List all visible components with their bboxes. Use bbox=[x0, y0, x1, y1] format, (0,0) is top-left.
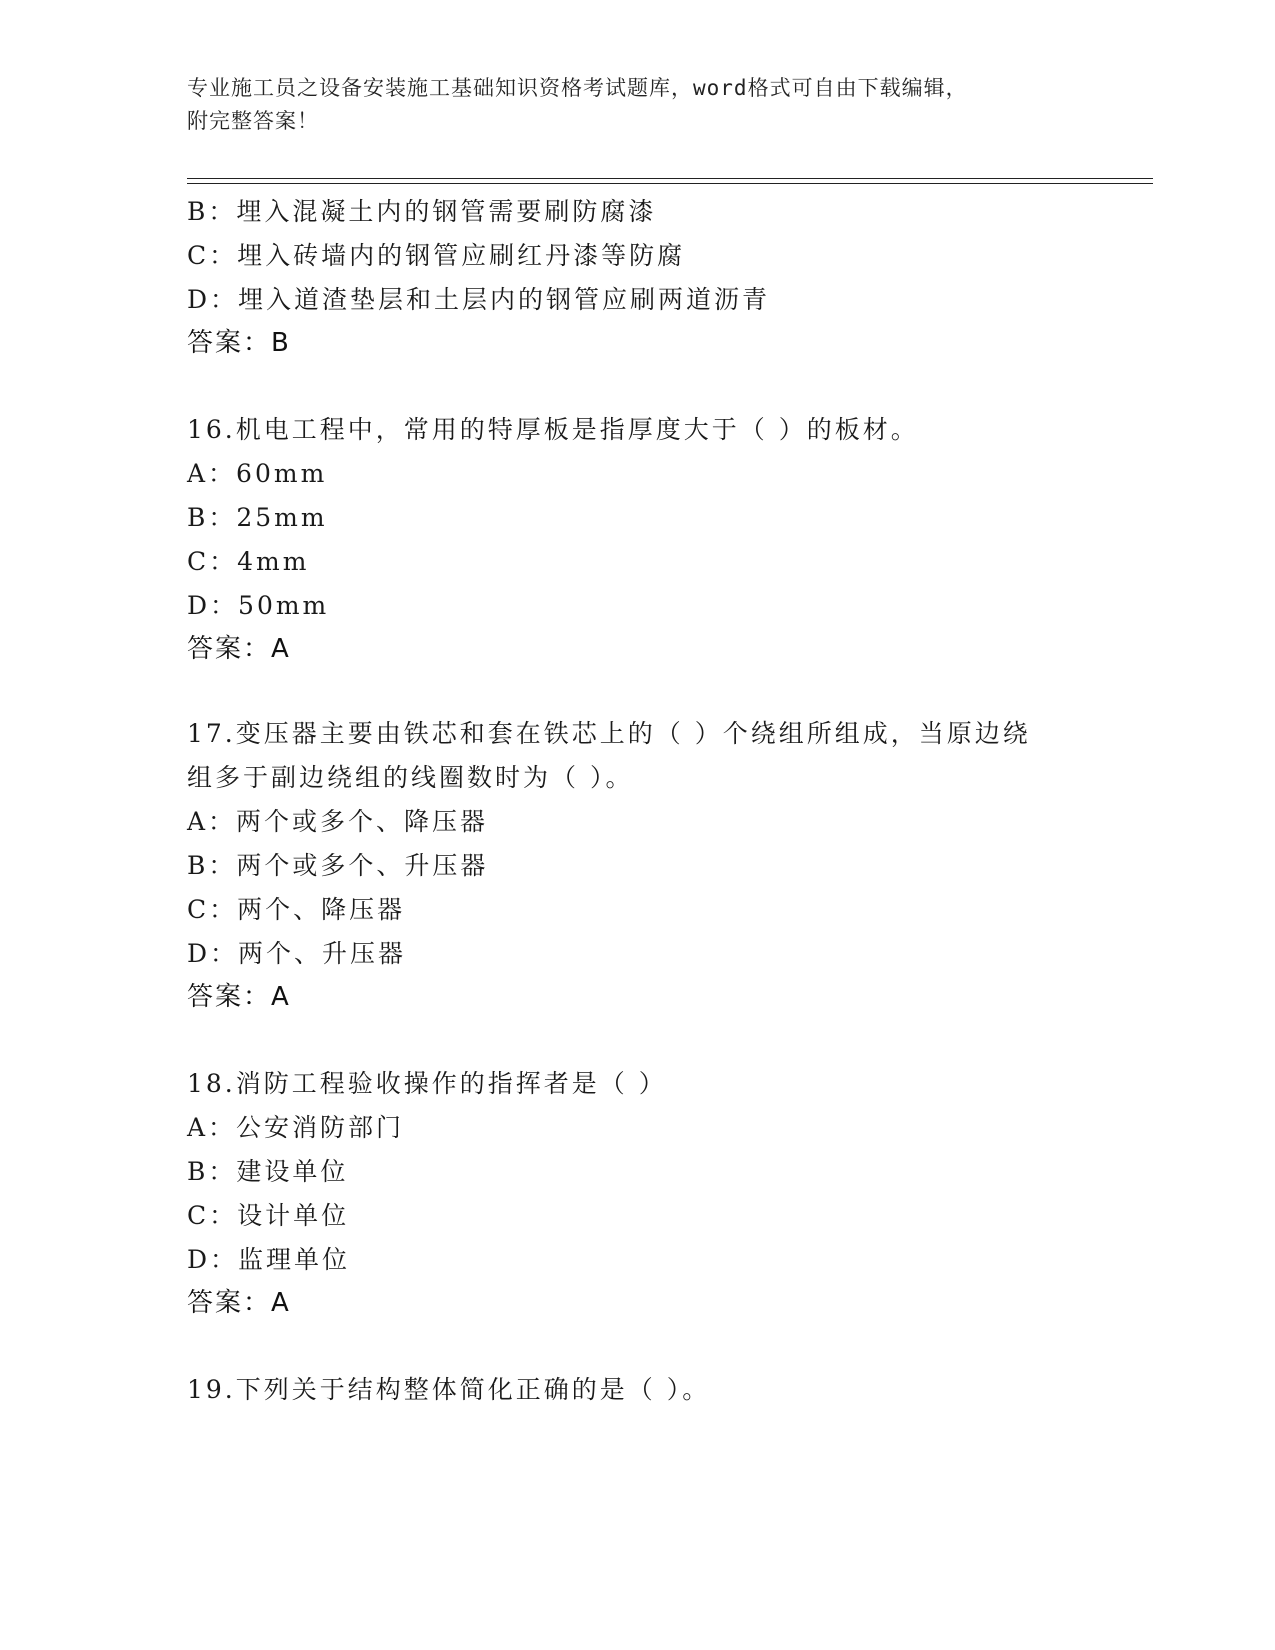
header-line-2: 附完整答案！ bbox=[187, 109, 319, 133]
q18-option-a: A：公安消防部门 bbox=[187, 1113, 405, 1142]
q15-option-d: D：埋入道渣垫层和土层内的钢管应刷两道沥青 bbox=[187, 285, 771, 314]
q18-option-b: B：建设单位 bbox=[187, 1157, 349, 1186]
q18-answer: 答案：A bbox=[187, 1288, 291, 1318]
q16-option-d: D：50mm bbox=[187, 591, 330, 620]
q17-option-d: D：两个、升压器 bbox=[187, 939, 407, 968]
document-header bbox=[187, 72, 1087, 138]
q17-option-c: C：两个、降压器 bbox=[187, 895, 406, 924]
q17-stem-line-2: 组多于副边绕组的线圈数时为（ ）。 bbox=[187, 763, 634, 792]
q15-answer: 答案：B bbox=[187, 328, 291, 358]
q17-answer: 答案：A bbox=[187, 982, 291, 1012]
q17-stem-line-1: 17.变压器主要由铁芯和套在铁芯上的（ ）个绕组所组成，当原边绕 bbox=[187, 719, 1031, 748]
q15-option-c: C：埋入砖墙内的钢管应刷红丹漆等防腐 bbox=[187, 241, 686, 270]
q17-option-b: B：两个或多个、升压器 bbox=[187, 851, 489, 880]
q18-stem: 18.消防工程验收操作的指挥者是（ ） bbox=[187, 1069, 667, 1098]
q16-option-c: C：4mm bbox=[187, 547, 310, 576]
q19-stem: 19.下列关于结构整体简化正确的是（ ）。 bbox=[187, 1375, 711, 1404]
q16-answer: 答案：A bbox=[187, 634, 291, 664]
q18-option-d: D：监理单位 bbox=[187, 1245, 351, 1274]
q18-option-c: C：设计单位 bbox=[187, 1201, 350, 1230]
q16-option-b: B：25mm bbox=[187, 503, 328, 532]
q15-option-b: B：埋入混凝土内的钢管需要刷防腐漆 bbox=[187, 197, 657, 226]
header-divider-top bbox=[187, 178, 1153, 179]
q17-option-a: A：两个或多个、降压器 bbox=[187, 807, 489, 836]
q16-stem: 16.机电工程中，常用的特厚板是指厚度大于（ ）的板材。 bbox=[187, 415, 919, 444]
header-line-1: 专业施工员之设备安装施工基础知识资格考试题库，word格式可自由下载编辑， bbox=[187, 76, 968, 100]
q16-option-a: A：60mm bbox=[187, 459, 328, 488]
header-divider-bottom bbox=[187, 183, 1153, 184]
